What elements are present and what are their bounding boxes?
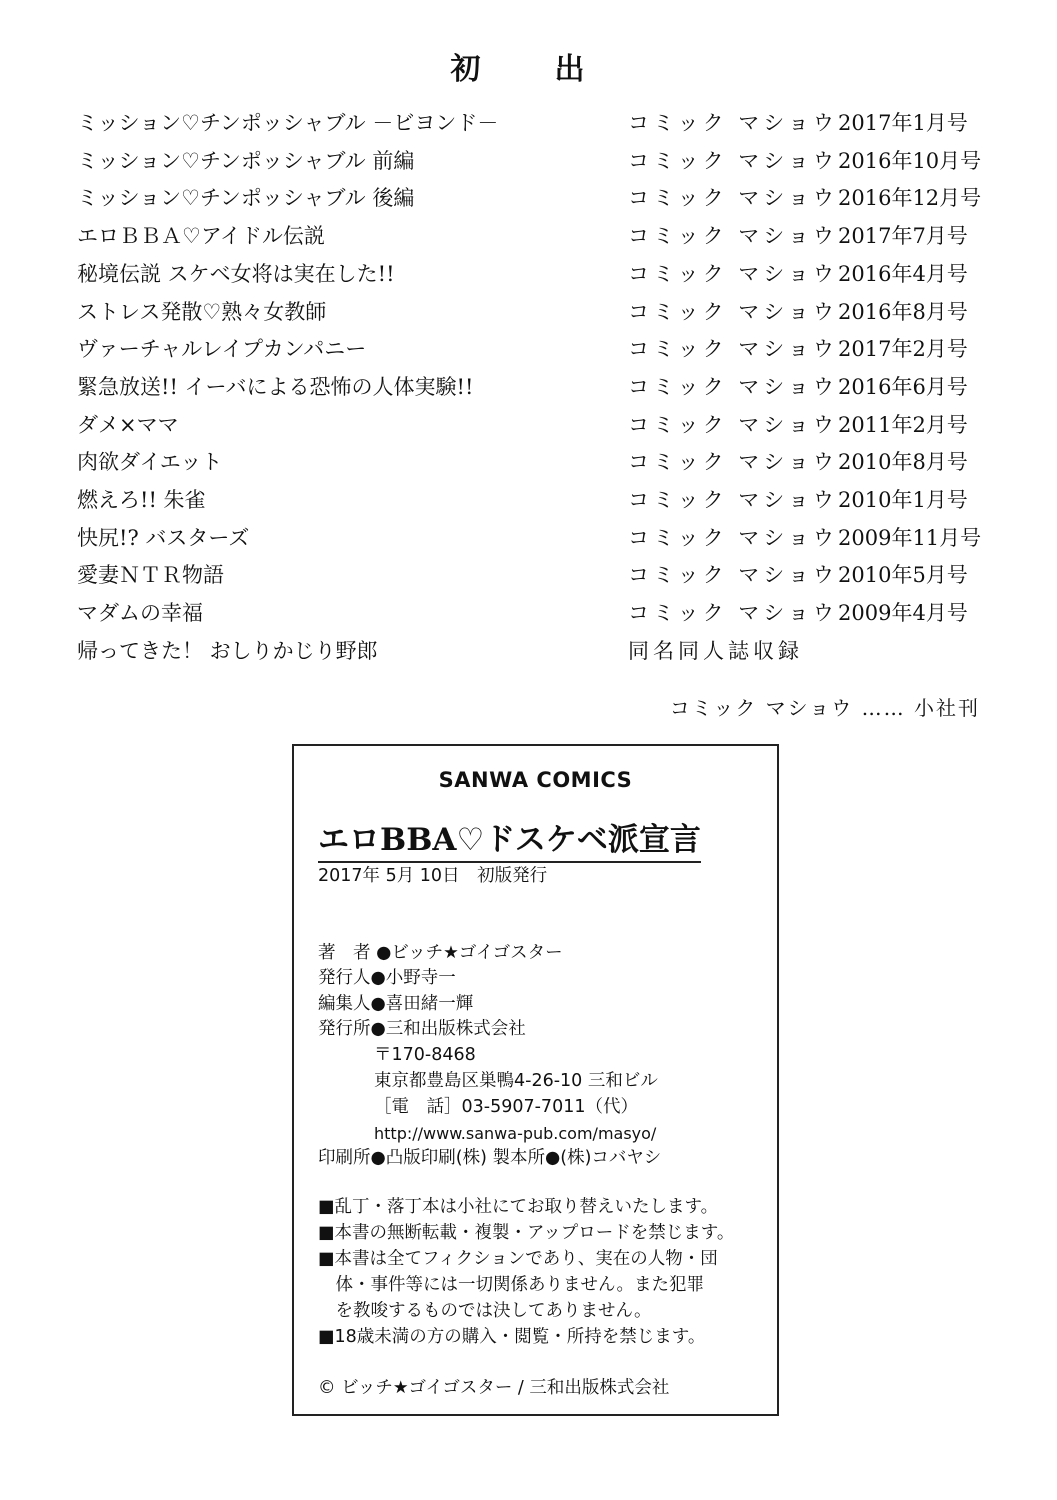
work-magazine: コミック マショウ bbox=[628, 148, 838, 173]
office-line: 発行所●三和出版株式会社 bbox=[318, 1019, 526, 1039]
work-magazine: コミック マショウ bbox=[628, 111, 838, 135]
work-title: エロＢＢＡ♡アイドル伝説 bbox=[77, 224, 325, 249]
author-line: 著 者 ●ビッチ★ゴイゴスター bbox=[318, 943, 563, 963]
colophon-box bbox=[292, 744, 779, 1416]
work-title: ストレス発散♡熟々女教師 bbox=[77, 299, 327, 324]
work-issue: 2010年5月号 bbox=[838, 563, 968, 588]
work-magazine: コミック マショウ bbox=[628, 563, 838, 588]
work-title: 秘境伝説 スケベ女将は実在した!! bbox=[77, 261, 395, 286]
work-issue: 2016年4月号 bbox=[838, 261, 968, 286]
work-title: ミッション♡チンポッシャブル 後編 bbox=[77, 186, 415, 211]
work-issue: 2016年6月号 bbox=[838, 374, 968, 399]
work-issue: 2011年2月号 bbox=[838, 412, 968, 437]
work-magazine: コミック マショウ bbox=[628, 261, 838, 286]
page-heading: 初 出 bbox=[450, 52, 607, 87]
work-title: 快尻!? バスターズ bbox=[77, 525, 250, 550]
work-magazine: コミック マショウ bbox=[628, 488, 838, 512]
work-issue: 2017年1月号 bbox=[838, 111, 968, 135]
work-magazine: コミック マショウ bbox=[628, 186, 838, 211]
work-title: ダメ×ママ bbox=[77, 412, 179, 437]
postal-code: 〒170-8468 bbox=[374, 1045, 476, 1065]
editor-line: 編集人●喜田緒一輝 bbox=[318, 994, 474, 1014]
book-title: エロBBA♡ドスケベ派宣言 bbox=[318, 814, 701, 863]
brand-label: SANWA COMICS bbox=[438, 768, 633, 792]
publisher-note: コミック マショウ …… 小社刊 bbox=[669, 696, 980, 720]
notice-line: ■乱丁・落丁本は小社にてお取り替えいたします。 bbox=[318, 1197, 719, 1217]
work-title: 帰ってきた！ おしりかじり野郎 bbox=[77, 638, 378, 663]
work-magazine: コミック マショウ bbox=[628, 374, 838, 399]
work-magazine: コミック マショウ bbox=[628, 525, 838, 550]
work-issue: 2010年8月号 bbox=[838, 450, 968, 475]
notice-line: を教唆するものでは決してありません。 bbox=[318, 1301, 652, 1321]
notice-line: ■本書の無断転載・複製・アップロードを禁じます。 bbox=[318, 1223, 735, 1243]
work-magazine: コミック マショウ bbox=[628, 224, 838, 249]
work-title: 緊急放送!! イーバによる恐怖の人体実験!! bbox=[77, 374, 474, 399]
work-title: マダムの幸福 bbox=[77, 601, 203, 626]
publish-date: 2017年 5月 10日 初版発行 bbox=[318, 866, 548, 886]
printer-line: 印刷所●凸版印刷(株) 製本所●(株)コバヤシ bbox=[318, 1148, 662, 1168]
work-issue: 2009年11月号 bbox=[838, 525, 982, 550]
work-magazine: コミック マショウ bbox=[628, 450, 838, 475]
notice-line: 体・事件等には一切関係ありません。また犯罪 bbox=[318, 1275, 705, 1295]
work-magazine: コミック マショウ bbox=[628, 337, 838, 362]
website-link[interactable]: http://www.sanwa-pub.com/masyo/ bbox=[374, 1124, 657, 1143]
notice-line: ■本書は全てフィクションであり、実在の人物・団 bbox=[318, 1249, 718, 1269]
work-issue: 2017年7月号 bbox=[838, 224, 968, 249]
work-issue: 2016年10月号 bbox=[838, 148, 982, 173]
work-magazine: コミック マショウ bbox=[628, 299, 838, 324]
work-title: 愛妻ＮＴＲ物語 bbox=[77, 563, 224, 588]
work-title: ミッション♡チンポッシャブル 前編 bbox=[77, 148, 415, 173]
work-title: 燃えろ!! 朱雀 bbox=[77, 488, 206, 512]
copyright-line: © ビッチ★ゴイゴスター / 三和出版株式会社 bbox=[318, 1378, 670, 1398]
work-title: ヴァーチャルレイプカンパニー bbox=[77, 337, 367, 362]
work-issue: 2010年1月号 bbox=[838, 488, 968, 512]
work-issue: 2017年2月号 bbox=[838, 337, 968, 362]
work-issue: 2016年8月号 bbox=[838, 299, 968, 324]
work-title: ミッション♡チンポッシャブル －ビヨンド－ bbox=[77, 111, 499, 135]
phone-line: ［電 話］03-5907-7011（代） bbox=[374, 1097, 638, 1117]
work-magazine: コミック マショウ bbox=[628, 412, 838, 437]
work-magazine: コミック マショウ bbox=[628, 601, 838, 626]
work-title: 肉欲ダイエット bbox=[77, 450, 223, 475]
notice-line: ■18歳未満の方の購入・閲覧・所持を禁じます。 bbox=[318, 1327, 706, 1347]
issuer-line: 発行人●小野寺一 bbox=[318, 968, 456, 988]
work-magazine: 同名同人誌収録 bbox=[628, 638, 803, 663]
work-issue: 2009年4月号 bbox=[838, 601, 968, 626]
address-line: 東京都豊島区巣鴨4-26-10 三和ビル bbox=[374, 1071, 658, 1091]
work-issue: 2016年12月号 bbox=[838, 186, 982, 211]
